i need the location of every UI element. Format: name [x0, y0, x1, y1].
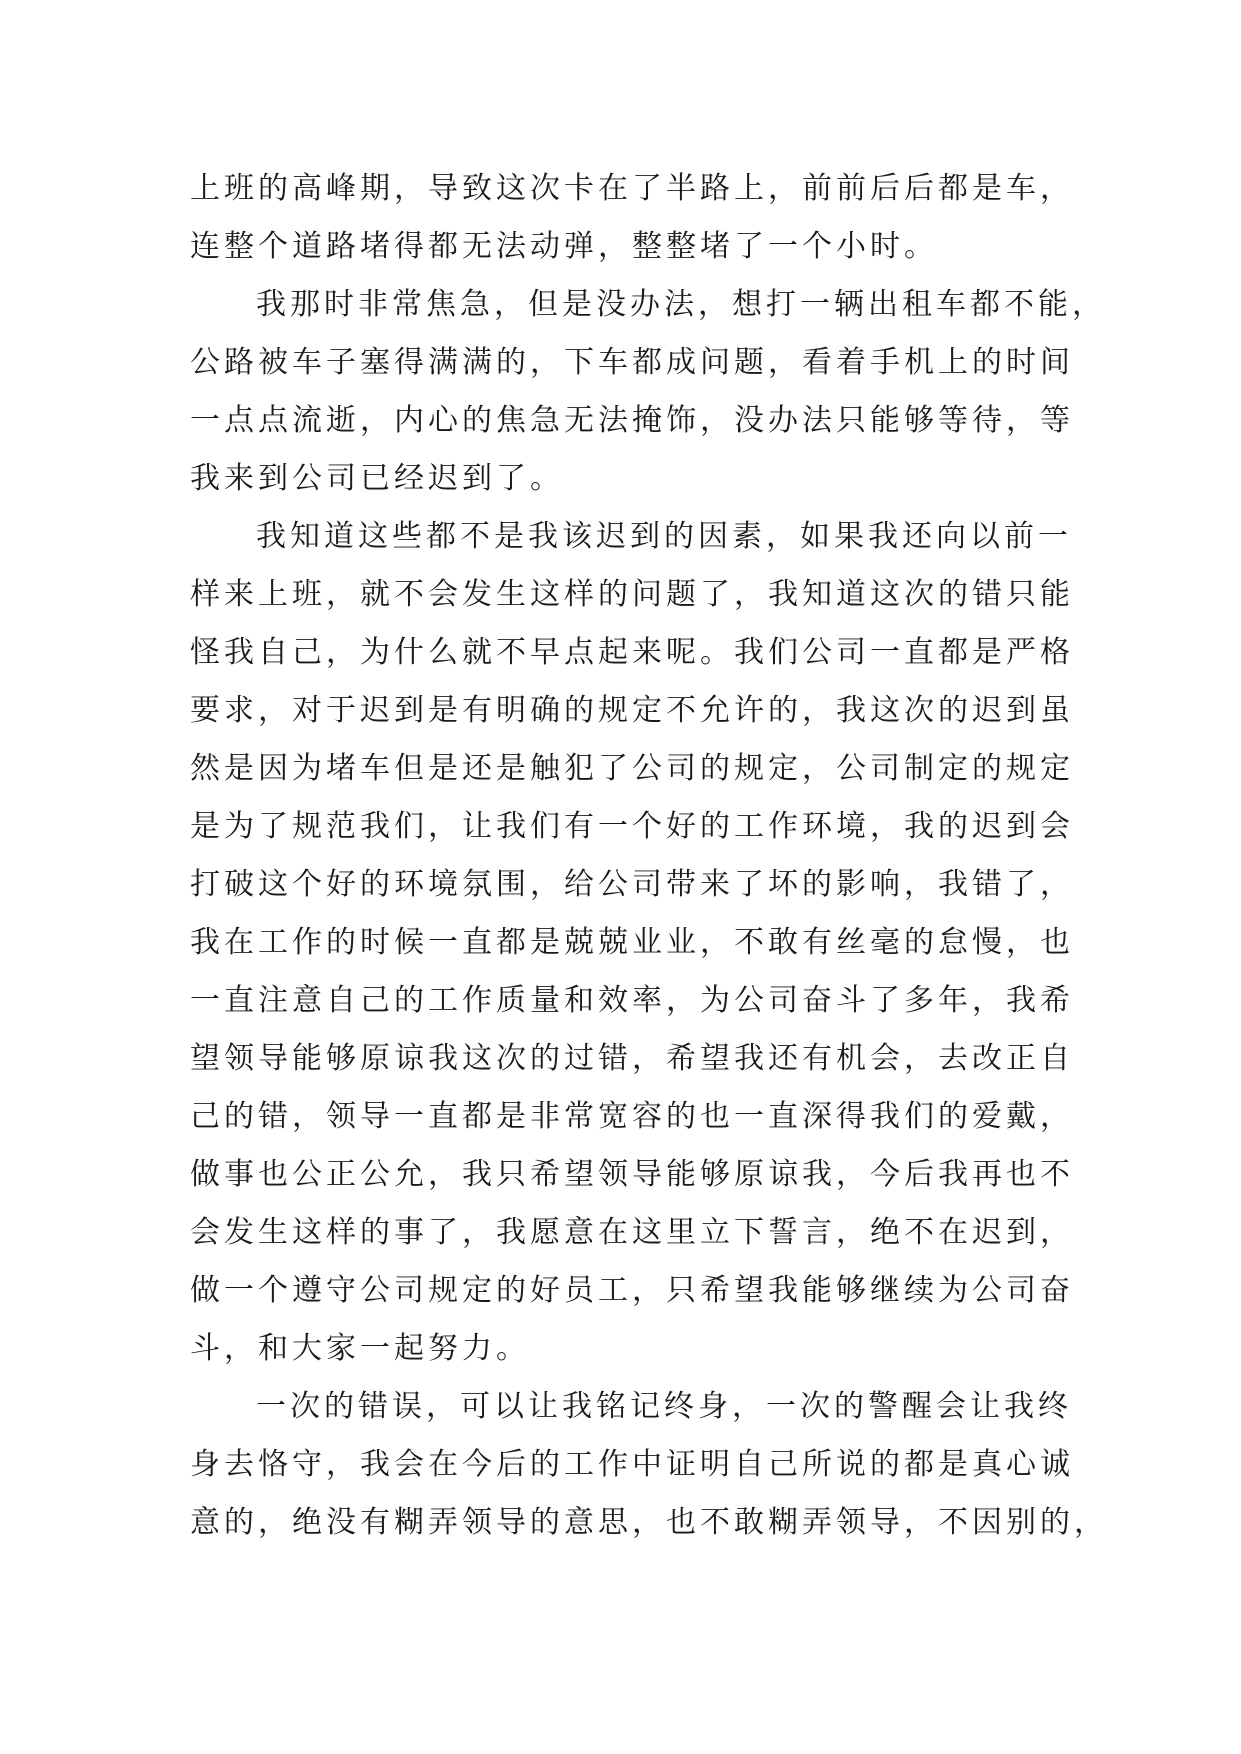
paragraph-4 [190, 1378, 1108, 1552]
text-line: 怪我自己，为什么就不早点起来呢。我们公司一直都是严格 [190, 635, 1074, 670]
text-line: 身去恪守，我会在今后的工作中证明自己所说的都是真心诚 [190, 1447, 1074, 1482]
text-line: 公路被车子塞得满满的，下车都成问题，看着手机上的时间 [190, 345, 1074, 380]
text-line: 己的错，领导一直都是非常宽容的也一直深得我们的爱戴， [190, 1099, 1074, 1134]
text-line: 上班的高峰期，导致这次卡在了半路上，前前后后都是车， [190, 171, 1074, 206]
paragraph-3 [190, 508, 1074, 1378]
text-line: 一点点流逝，内心的焦急无法掩饰，没办法只能够等待，等 [190, 403, 1074, 438]
text-line: 一次的错误，可以让我铭记终身，一次的警醒会让我终 [256, 1389, 1072, 1424]
text-line: 意的，绝没有糊弄领导的意思，也不敢糊弄领导，不因别的， [190, 1505, 1108, 1540]
text-line: 我知道这些都不是我该迟到的因素，如果我还向以前一 [256, 519, 1072, 554]
text-line: 做一个遵守公司规定的好员工，只希望我能够继续为公司奋 [190, 1273, 1074, 1308]
paragraph-2 [190, 276, 1106, 508]
text-line: 打破这个好的环境氛围，给公司带来了坏的影响，我错了， [190, 867, 1074, 902]
paragraph-1 [190, 160, 1074, 276]
text-line: 样来上班，就不会发生这样的问题了，我知道这次的错只能 [190, 577, 1074, 612]
text-line: 会发生这样的事了，我愿意在这里立下誓言，绝不在迟到， [190, 1215, 1074, 1250]
text-line: 要求，对于迟到是有明确的规定不允许的，我这次的迟到虽 [190, 693, 1074, 728]
body-text [190, 160, 1108, 1552]
text-line: 我那时非常焦急，但是没办法，想打一辆出租车都不能， [256, 287, 1106, 322]
text-line: 一直注意自己的工作质量和效率，为公司奋斗了多年，我希 [190, 983, 1074, 1018]
text-line: 我来到公司已经迟到了。 [190, 461, 564, 496]
text-line: 做事也公正公允，我只希望领导能够原谅我，今后我再也不 [190, 1157, 1074, 1192]
text-line: 然是因为堵车但是还是触犯了公司的规定，公司制定的规定 [190, 751, 1074, 786]
text-line: 望领导能够原谅我这次的过错，希望我还有机会，去改正自 [190, 1041, 1074, 1076]
text-line: 连整个道路堵得都无法动弹，整整堵了一个小时。 [190, 229, 938, 264]
text-line: 斗，和大家一起努力。 [190, 1331, 530, 1366]
text-line: 是为了规范我们，让我们有一个好的工作环境，我的迟到会 [190, 809, 1074, 844]
text-line: 我在工作的时候一直都是兢兢业业，不敢有丝毫的怠慢，也 [190, 925, 1074, 960]
